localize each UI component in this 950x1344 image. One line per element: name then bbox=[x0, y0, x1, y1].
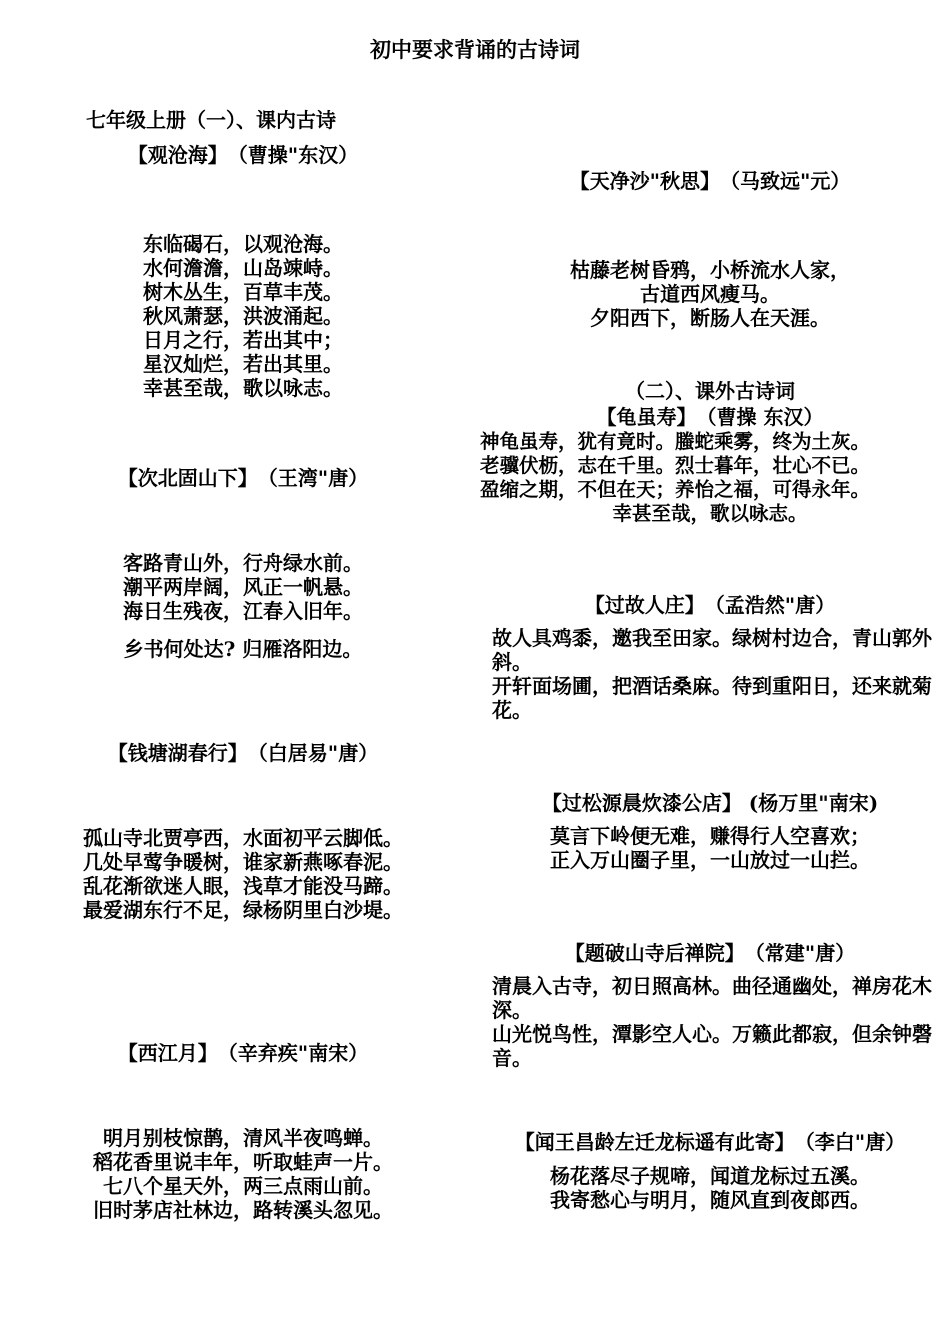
poem-body bbox=[480, 824, 940, 872]
poem-body bbox=[480, 974, 932, 1070]
poem-line: 树木丛生，百草丰茂。 bbox=[143, 280, 343, 304]
poem-line: 星汉灿烂，若出其里。 bbox=[143, 352, 343, 376]
poem-ci-bei-gu-shan-xia bbox=[18, 465, 468, 661]
poem-heading: 【过故人庄】 （孟浩然"唐） bbox=[584, 593, 836, 617]
poem-line: 幸甚至哉，歌以咏志。 bbox=[143, 376, 343, 400]
poem-line: 潮平两岸阔，风正一帆悬。 bbox=[123, 575, 363, 599]
poem-line: 开轩面场圃，把酒话桑麻。待到重阳日，还来就菊花。 bbox=[492, 674, 932, 722]
poem-line: 稻花香里说丰年，听取蛙声一片。 bbox=[93, 1150, 393, 1174]
poem-tian-jing-sha-qiu-si bbox=[480, 168, 940, 330]
poem-line: 孤山寺北贾亭西，水面初平云脚低。 bbox=[83, 826, 403, 850]
poem-ti-po-shan-si bbox=[480, 940, 940, 1070]
poem-heading: 【龟虽寿】 （曹操 东汉） bbox=[596, 405, 824, 429]
poem-line: 七八个星天外，两三点雨山前。 bbox=[103, 1174, 383, 1198]
poem-line: 日月之行，若出其中； bbox=[143, 328, 343, 352]
poem-line: 东临碣石，以观沧海。 bbox=[143, 232, 343, 256]
poem-guo-gu-ren-zhuang bbox=[480, 592, 940, 722]
poem-line: 我寄愁心与明月，随风直到夜郎西。 bbox=[550, 1188, 870, 1212]
section-title-extra: （二）、课外古诗词 bbox=[625, 379, 795, 403]
poem-heading: 【钱塘湖春行】 （白居易"唐） bbox=[107, 741, 379, 765]
poem-line: 枯藤老树昏鸦，小桥流水人家， bbox=[570, 258, 850, 282]
poem-line: 山光悦鸟性，潭影空人心。万籁此都寂，但余钟磬音。 bbox=[492, 1022, 932, 1070]
section-title-in-class: 七年级上册（一）、课内古诗 bbox=[86, 108, 336, 132]
poem-line: 神龟虽寿，犹有竟时。螣蛇乘雾，终为土灰。 bbox=[480, 430, 871, 453]
poem-body bbox=[480, 430, 940, 526]
poem-line: 秋风萧瑟，洪波涌起。 bbox=[143, 304, 343, 328]
poem-line: 明月别枝惊鹊，清风半夜鸣蝉。 bbox=[103, 1126, 383, 1150]
poem-heading: 【过松源晨炊漆公店】 (杨万里"南宋) bbox=[541, 791, 879, 815]
poem-line: 莫言下岭便无难，赚得行人空喜欢； bbox=[550, 824, 870, 848]
poem-line: 幸甚至哉，歌以咏志。 bbox=[612, 502, 808, 525]
poem-line: 夕阳西下，断肠人在天涯。 bbox=[590, 306, 830, 330]
poem-line: 最爱湖东行不足，绿杨阴里白沙堤。 bbox=[83, 898, 403, 922]
poem-heading: 【西江月】 （辛弃疾"南宋） bbox=[117, 1041, 369, 1065]
poem-line: 故人具鸡黍，邀我至田家。绿树村边合，青山郭外斜。 bbox=[492, 626, 932, 674]
poem-line: 老骥伏枥，志在千里。烈士暮年，壮心不已。 bbox=[480, 454, 871, 477]
poem-line: 杨花落尽子规啼，闻道龙标过五溪。 bbox=[550, 1164, 870, 1188]
poem-body bbox=[480, 626, 932, 722]
poem-body bbox=[18, 1126, 468, 1222]
poem-heading: 【观沧海】 （曹操"东汉） bbox=[127, 143, 359, 167]
poem-heading: 【题破山寺后禅院】 （常建"唐） bbox=[564, 941, 856, 965]
poem-line: 盈缩之期，不但在天；养怡之福，可得永年。 bbox=[480, 478, 871, 501]
poem-xi-jiang-yue bbox=[18, 1040, 468, 1222]
poem-line: 古道西风瘦马。 bbox=[640, 282, 780, 306]
poem-heading: 【次北固山下】 （王湾"唐） bbox=[117, 466, 369, 490]
poem-line: 客路青山外，行舟绿水前。 bbox=[123, 551, 363, 575]
poem-heading: 【天净沙"秋思】 （马致远"元） bbox=[569, 169, 851, 193]
poem-body bbox=[18, 826, 468, 922]
poem-heading: 【闻王昌龄左迁龙标遥有此寄】 （李白"唐） bbox=[514, 1130, 906, 1154]
poem-line: 几处早莺争暖树，谁家新燕啄春泥。 bbox=[83, 850, 403, 874]
document-title: 初中要求背诵的古诗词 bbox=[370, 37, 580, 62]
poem-body bbox=[480, 258, 940, 330]
poem-body bbox=[18, 232, 468, 400]
poem-gui-sui-shou bbox=[480, 378, 940, 526]
poem-line: 海日生残夜，江春入旧年。 bbox=[123, 599, 363, 623]
poem-qian-tang-hu-chun-xing bbox=[18, 740, 468, 922]
poem-line: 正入万山圈子里，一山放过一山拦。 bbox=[550, 848, 870, 872]
poem-body bbox=[18, 551, 468, 661]
poem-line: 清晨入古寺，初日照高林。曲径通幽处，禅房花木深。 bbox=[492, 974, 932, 1022]
poem-line: 旧时茅店社林边，路转溪头忽见。 bbox=[93, 1198, 393, 1222]
poem-body bbox=[480, 1164, 940, 1212]
poem-guo-song-yuan bbox=[480, 790, 940, 872]
poem-line: 乡书何处达? 归雁洛阳边。 bbox=[123, 637, 363, 661]
poem-line: 乱花渐欲迷人眼，浅草才能没马蹄。 bbox=[83, 874, 403, 898]
poem-guan-cang-hai bbox=[18, 142, 468, 400]
poem-wen-wang-chang-ling bbox=[480, 1126, 940, 1212]
poem-line: 水何澹澹，山岛竦峙。 bbox=[143, 256, 343, 280]
